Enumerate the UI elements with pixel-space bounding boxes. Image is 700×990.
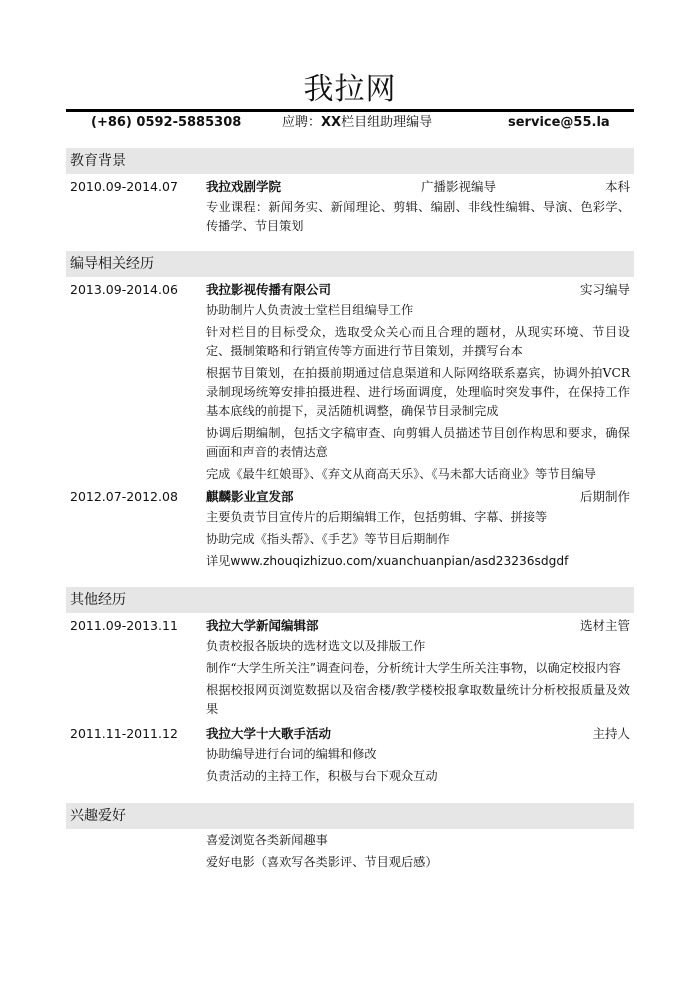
description-line: 负责活动的主持工作，积极与台下观众互动 [206,769,438,783]
description-line: 协助完成《指头帮》、《手艺》等节目后期制作 [206,532,450,546]
description-line: 专业课程：新闻务实、新闻理论、剪辑、编剧、非线性编辑、导演、色彩学、传播学、节目策划 [206,200,630,233]
other-entry [70,615,630,722]
description-line: 根据校报网页浏览数据以及宿舍楼/教学楼校报拿取数量统计分析校报质量及效果 [206,683,630,716]
entry-header [70,176,630,198]
description-line: 协助制片人负责波士堂栏目组编导工作 [206,303,414,317]
entry-organization: 麒麟影业宣发部 [206,489,294,504]
resume-title: 我拉网 [303,72,397,107]
entry-degree: 本科 [604,179,630,194]
entry-date: 2012.07-2012.08 [70,489,178,504]
hobbies-list [206,831,630,872]
hobby-item: 喜爱浏览各类新闻趣事 [206,833,328,847]
description-line: 协调后期编制，包括文字稿审查、向剪辑人员描述节目创作构思和要求，确保画面和声音的表情达意 [206,426,630,459]
entry-description [206,637,630,719]
description-line: 负责校报各版块的选材选文以及排版工作 [206,639,426,653]
description-line: 主要负责节目宣传片的后期编辑工作，包括剪辑、字幕、拼接等 [206,510,548,524]
education-entry [70,176,630,239]
entry-date: 2011.11-2011.12 [70,726,178,741]
entry-description [206,745,630,786]
entry-organization: 我拉影视传播有限公司 [206,282,332,297]
entry-description [206,508,630,571]
entry-header [70,486,630,508]
contact-phone: (+86) 0592-5885308 [91,115,242,130]
entry-date: 2011.09-2013.11 [70,618,178,633]
entry-role: 主持人 [592,726,630,741]
hobby-item: 爱好电影（喜欢写各类影评、节目观后感） [206,855,438,869]
apply-position-name: 栏目组助理编导 [341,115,433,130]
description-link-line: 详见www.zhouqizhizuo.com/xuanchuanpian/asd23236sdgdf [206,554,569,568]
other-entry [70,723,630,789]
section-header-other [66,587,634,613]
section-header-directing [66,251,634,277]
section-title: 其他经历 [70,592,126,608]
entry-header [70,723,630,745]
apply-position-code: XX [321,115,342,130]
description-line: 协助编导进行台词的编辑和修改 [206,747,377,761]
entry-role: 选材主管 [579,618,630,633]
apply-label: 应聘： [282,115,322,130]
hobbies-entry [70,831,630,875]
entry-description [206,198,630,236]
entry-organization: 我拉大学新闻编辑部 [206,618,319,633]
section-header-education [66,148,634,174]
entry-organization: 我拉大学十大歌手活动 [206,726,332,741]
section-title: 兴趣爱好 [70,808,126,824]
description-line: 完成《最牛红娘哥》、《弃文从商高天乐》、《马未都大话商业》等节目编导 [206,467,596,481]
directing-entry [70,279,630,487]
description-line: 根据节目策划，在拍摄前期通过信息渠道和人际网络联系嘉宾，协调外拍VCR录制现场统筹安排拍摄进程、进行场面调度，处理临时突发事件，在保持工作基本底线的前提下，灵活随机调整，确保节目录制完成 [206,366,630,418]
entry-role: 实习编导 [579,282,630,297]
section-title: 编导相关经历 [70,256,154,272]
entry-organization: 我拉戏剧学院 [206,179,282,194]
section-header-hobbies [66,803,634,829]
entry-major: 广播影视编导 [421,179,497,194]
description-line: 针对栏目的目标受众，选取受众关心而且合理的题材，从现实环境、节目设定、摄制策略和行销宣传等方面进行节目策划，并撰写台本 [206,325,630,358]
entry-date: 2010.09-2014.07 [70,179,178,194]
entry-header [70,615,630,637]
entry-header [70,279,630,301]
directing-entry [70,486,630,574]
entry-role: 后期制作 [579,489,630,504]
entry-description [206,301,630,484]
contact-email: service@55.la [508,115,610,130]
description-line: 制作“大学生所关注”调查问卷，分析统计大学生所关注事物，以确定校报内容 [206,661,621,675]
contact-apply-position [282,112,432,134]
section-title: 教育背景 [70,153,126,169]
entry-date: 2013.09-2014.06 [70,282,178,297]
